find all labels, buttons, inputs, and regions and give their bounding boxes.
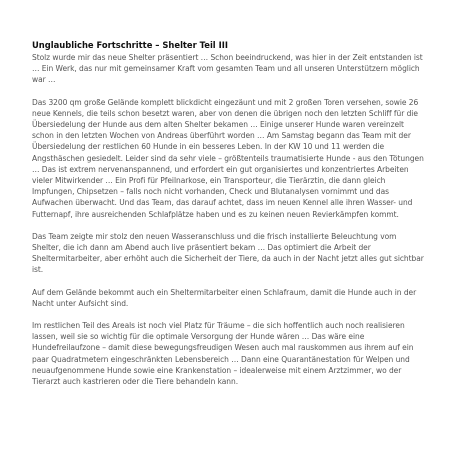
- article-title: Unglaubliche Fortschritte – Shelter Teil III: [32, 40, 228, 50]
- paragraph-sleeping-room: Auf dem Gelände bekommt auch ein Sheltermitarbeiter einen Schlafraum, damit die Hunde auch in der Nacht unter Aufsicht sind.: [32, 287, 417, 308]
- paragraph-water-lighting: Das Team zeigte mir stolz den neuen Wasseranschluss und die frisch installierte Beleuchtung vom Shelter, die ich dann am Abend auch live präsentiert bekam … Das optimiert die Arbeit der Sheltermitarbeiter, aber erhöht auch die Sicherheit der Tiere, da auch in der Nacht jetzt alles gut sichtbar ist.: [32, 231, 424, 275]
- paragraph-intro: Stolz wurde mir das neue Shelter präsentiert … Schon beeindruckend, was hier in der Zeit entstanden ist … Ein Werk, das nur mit gemeinsamer Kraft vom gesamten Team und all unseren Unterstützern möglich war …: [32, 53, 423, 85]
- article: [32, 40, 424, 398]
- paragraph-grounds: Das 3200 qm große Gelände komplett blickdicht eingezäunt und mit 2 großen Toren versehen, sowie 26 neue Kennels, die teils schon besetzt waren, aber von denen die übrigen noch den letzten Schliff für die Übersiedelung der Hunde aus dem alten Shelter bekamen … Einige unserer Hunde waren vereinzelt schon in den letzten Wochen von Andreas überführt worden … Am Samstag begann das Team mit der Übersiedelung der restlichen 60 Hunde in ein besseres Leben. In der KW 10 und 11 werden die Angsthäschen gesiedelt. Leider sind da sehr viele – größtenteils traumatisierte Hunde - aus den Tötungen … Das ist extrem nervenanspannend, und erfordert ein gut organisiertes und konzentriertes Arbeiten vieler Mitwirkender … Ein Profi für Pfeilnarkose, ein Transporteur, die Tierärztin, die dann gleich Impfungen, Chipsetzen – falls noch nicht vorhanden, Check und Blutanalysen vornimmt und das Aufwachen überwacht. Und das Team, das darauf achtet, dass im neuen Kennel alle ihren Wasser- und Futternapf, ihre ausreichenden Schlafplätze haben und es zu keinen neuen Revierkämpfen kommt.: [32, 97, 424, 219]
- paragraph-future-plans: Im restlichen Teil des Areals ist noch viel Platz für Träume – die sich hoffentlich auch noch realisieren lassen, weil sie so wichtig für die optimale Versorgung der Hunde wären … Das wäre eine Hundefreilaufzone – damit diese bewegungsfreudigen Wesen auch mal rauskommen aus ihrem auf ein paar Quadratmetern eingeschränkten Lebensbereich … Dann eine Quarantänestation für Welpen und neuaufgenommene Hunde sowie eine Krankenstation – idealerweise mit einem Arztzimmer, wo der Tierarzt auch kastrieren oder die Tiere behandeln kann.: [32, 321, 414, 387]
